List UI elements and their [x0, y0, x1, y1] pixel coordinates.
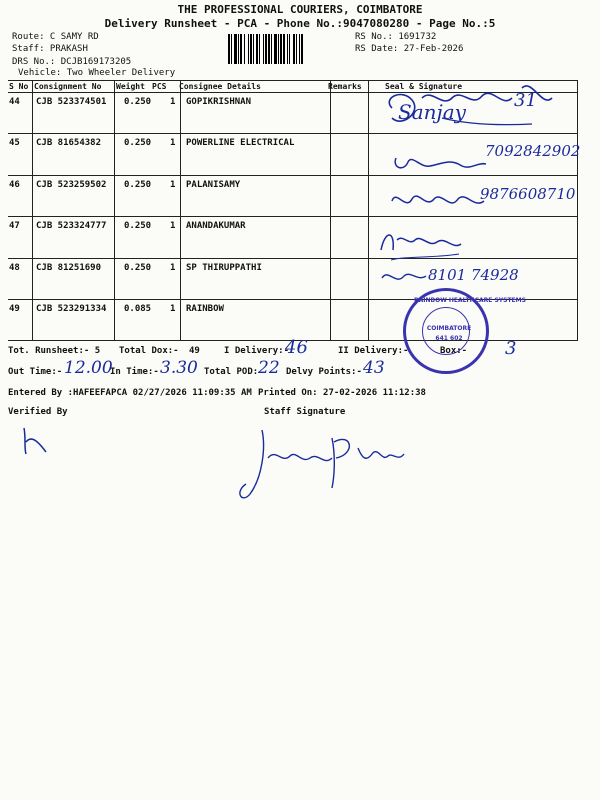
- delvy-points-value: 43: [363, 358, 385, 378]
- row-pcs: 1: [170, 263, 176, 273]
- row-consignee: POWERLINE ELECTRICAL: [186, 138, 295, 148]
- rs-date: RS Date: 27-Feb-2026: [355, 44, 464, 54]
- col-header-seal: Seal & Signature: [385, 82, 463, 91]
- company-stamp: [403, 288, 526, 374]
- out-time-value: 12.00: [64, 358, 113, 378]
- row-consignment: CJB 523259502: [36, 180, 107, 190]
- signature-row48: [378, 264, 428, 288]
- total-pod-label: Total POD:: [204, 367, 259, 377]
- in-time-label: In Time:-: [110, 367, 159, 377]
- row-weight: 0.250: [124, 263, 152, 273]
- drs-number: DRS No.: DCJB169173205: [12, 57, 132, 67]
- total-dox-label: Total Dox:-: [119, 346, 179, 356]
- col-header-weight: Weight: [116, 82, 145, 91]
- verified-by-signature: [18, 424, 48, 458]
- out-time-label: Out Time:-: [8, 367, 63, 377]
- row-consignee: RAINBOW: [186, 304, 224, 314]
- company-title: THE PROFESSIONAL COURIERS, COIMBATORE: [177, 3, 423, 16]
- row-consignment: CJB 81251690: [36, 263, 102, 273]
- total-pod-value: 22: [258, 358, 280, 378]
- rs-number: RS No.: 1691732: [355, 32, 437, 42]
- printed-on: Printed On: 27-02-2026 11:12:38: [258, 388, 426, 398]
- verified-by-label: Verified By: [8, 407, 68, 417]
- hand-row46: 9876608710: [480, 185, 576, 203]
- col-header-sno: S No: [9, 82, 29, 91]
- row-consignment: CJB 523291334: [36, 304, 107, 314]
- row-consignee: PALANISAMY: [186, 180, 241, 190]
- row-consignment: CJB 523374501: [36, 97, 107, 107]
- col-header-pcs: PCS: [152, 82, 167, 91]
- staff-label: Staff: PRAKASH: [12, 44, 88, 54]
- runsheet-subtitle: Delivery Runsheet - PCA - Phone No.:9047080280 - Page No.:5: [104, 17, 496, 30]
- row-sno: 45: [9, 138, 20, 148]
- total-dox-value: 49: [189, 346, 200, 356]
- col-header-consignee: Consignee Details: [179, 82, 261, 91]
- row-weight: 0.085: [124, 304, 152, 314]
- staff-signature-scribble: [232, 418, 412, 508]
- row-consignee: GOPIKRISHNAN: [186, 97, 252, 107]
- row-sno: 46: [9, 180, 20, 190]
- row-pcs: 1: [170, 221, 176, 231]
- entered-by: Entered By :HAFEEFAPCA 02/27/2026 11:09:35 AM: [8, 388, 252, 398]
- row-pcs: 1: [170, 304, 176, 314]
- vehicle-label: Vehicle: Two Wheeler Delivery: [18, 68, 176, 78]
- stamp-pin: 641 602: [435, 335, 463, 342]
- hand-row44-b: 31: [514, 90, 537, 111]
- hand-row45: 7092842902: [485, 142, 581, 160]
- row-weight: 0.250: [124, 138, 152, 148]
- row-pcs: 1: [170, 180, 176, 190]
- row-sno: 49: [9, 304, 20, 314]
- hand-row44: Sanjay: [398, 100, 466, 124]
- in-time-value: 3.30: [160, 358, 198, 378]
- row-weight: 0.250: [124, 221, 152, 231]
- row-consignee: SP THIRUPPATHI: [186, 263, 262, 273]
- staff-signature-label: Staff Signature: [264, 407, 346, 417]
- ii-delivery-label: II Delivery:-: [338, 346, 409, 356]
- row-weight: 0.250: [124, 180, 152, 190]
- stamp-ring-text: RAINBOW HEALTHCARE SYSTEMS: [414, 297, 526, 304]
- box-label: Box:-: [440, 346, 468, 356]
- box-value: 3: [505, 338, 517, 359]
- barcode-bar: [303, 34, 304, 64]
- row-consignment: CJB 81654382: [36, 138, 102, 148]
- col-header-remarks: Remarks: [328, 82, 362, 91]
- row-sno: 48: [9, 263, 20, 273]
- row-sno: 44: [9, 97, 20, 107]
- route-label: Route: C SAMY RD: [12, 32, 99, 42]
- col-header-consignment: Consignment No: [34, 82, 102, 91]
- row-sno: 47: [9, 221, 20, 231]
- row-pcs: 1: [170, 138, 176, 148]
- row-consignment: CJB 523324777: [36, 221, 107, 231]
- row-consignee: ANANDAKUMAR: [186, 221, 246, 231]
- barcode: [228, 34, 350, 64]
- signature-row45: [390, 148, 490, 178]
- total-runsheet: Tot. Runsheet:- 5: [8, 346, 101, 356]
- row-weight: 0.250: [124, 97, 152, 107]
- i-delivery-label: I Delivery:-: [224, 346, 290, 356]
- signature-row47: [375, 220, 465, 265]
- hand-row48: 8101 74928: [428, 266, 519, 284]
- stamp-city: COIMBATORE: [426, 325, 472, 332]
- i-delivery-value: 46: [285, 337, 308, 358]
- delvy-points-label: Delvy Points:-: [286, 367, 362, 377]
- signature-row46: [388, 185, 488, 217]
- row-pcs: 1: [170, 97, 176, 107]
